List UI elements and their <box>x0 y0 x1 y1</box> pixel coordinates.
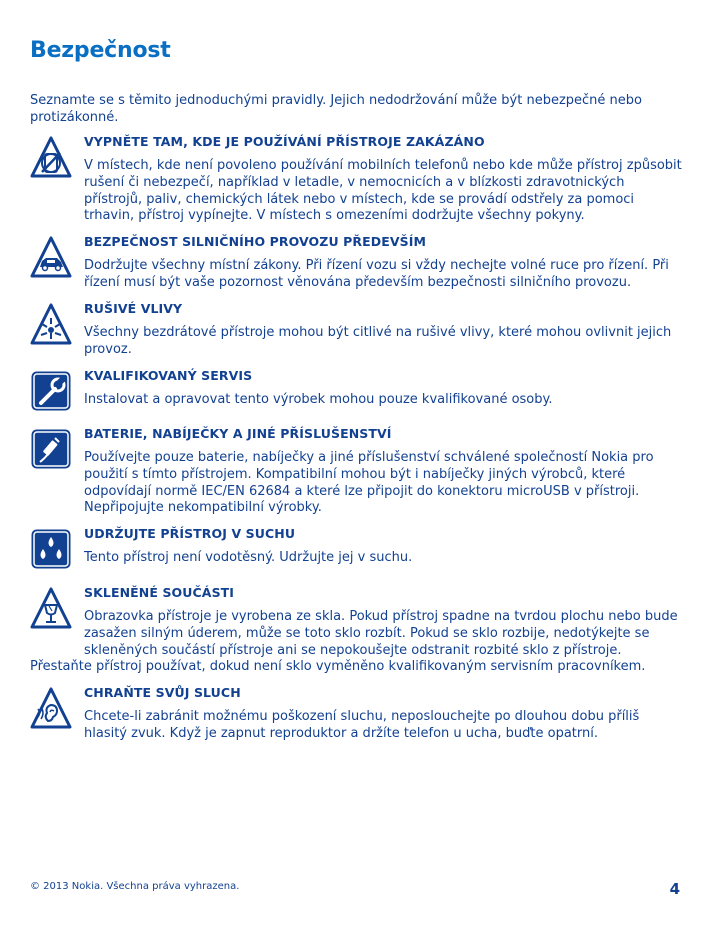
section-heading: CHRAŇTE SVŮJ SLUCH <box>84 685 241 700</box>
section-heading: VYPNĚTE TAM, KDE JE POUŽÍVÁNÍ PŘÍSTROJE ZAKÁZÁNO <box>84 134 485 149</box>
section-text: Chcete-li zabránit možnému poškození sluchu, neposlouchejte po dlouhou dobu příliš hlasitý zvuk. Když je zapnut reproduktor a držíte telefon u ucha, buďte opatrní. <box>84 709 640 741</box>
section-heading: UDRŽUJTE PŘÍSTROJ V SUCHU <box>84 526 296 541</box>
section-heading: BATERIE, NABÍJEČKY A JINÉ PŘÍSLUŠENSTVÍ <box>84 426 392 441</box>
section-text: Tento přístroj není vodotěsný. Udržujte jej v suchu. <box>84 550 413 565</box>
section-text: Používejte pouze baterie, nabíječky a jiné příslušenství schválené společností Nokia pro použití s tímto přístrojem. Kompatibilní mohou být i nabíječky jiných výrobců, které odpovídají normě IEC/EN 62684 a které lze připojit do konektoru microUSB v přístroji. Nepřipojujte nekompatibilní výrobky. <box>84 450 654 516</box>
footer-copyright: © 2013 Nokia. Všechna práva vyhrazena. <box>30 881 240 892</box>
section-heading: RUŠIVÉ VLIVY <box>84 301 183 316</box>
intro-paragraph: Seznamte se s těmito jednoduchými pravidly. Jejich nedodržování může být nebezpečné nebo protizákonné. <box>30 93 642 125</box>
section-text: Obrazovka přístroje je vyrobena ze skla. Pokud přístroj spadne na tvrdou plochu nebo bude zasažen silným úderem, může se toto sklo rozbít. Pokud se sklo rozbije, nedotýkejte se skleněných součástí přístroje ani se nepokoušejte odstranit rozbité sklo z přístroje. Přestaňte přístroj používat, dokud není sklo vyměněno kvalifikovaným servisním pracovníkem. <box>30 609 678 675</box>
section-text: Instalovat a opravovat tento výrobek mohou pouze kvalifikované osoby. <box>84 392 553 407</box>
section-text: Dodržujte všechny místní zákony. Při řízení vozu si vždy nechejte volné ruce pro řízení. Při řízení musí být vaše pozornost věnována především bezpečnosti silničního provozu. <box>84 258 669 290</box>
page-title: Bezpečnost <box>30 38 171 63</box>
section-text: Všechny bezdrátové přístroje mohou být citlivé na rušivé vlivy, které mohou ovlivnit jejich provoz. <box>84 325 672 357</box>
section-heading: SKLENĚNÉ SOUČÁSTI <box>84 585 235 600</box>
page-number: 4 <box>669 880 680 898</box>
section-heading: KVALIFIKOVANÝ SERVIS <box>84 368 253 383</box>
section-heading: BEZPEČNOST SILNIČNÍHO PROVOZU PŘEDEVŠÍM <box>84 234 427 249</box>
section-text: V místech, kde není povoleno používání mobilních telefonů nebo kde může přístroj způsobit rušení či nebezpečí, například v letadle, v nemocnicích a v blízkosti zdravotnických přístrojů, paliv, chemických látek nebo v místech, kde se provádí odstřely za pomoci trhavin, přístroj vypínejte. V místech s omezeními dodržujte všechny pokyny. <box>84 158 682 224</box>
